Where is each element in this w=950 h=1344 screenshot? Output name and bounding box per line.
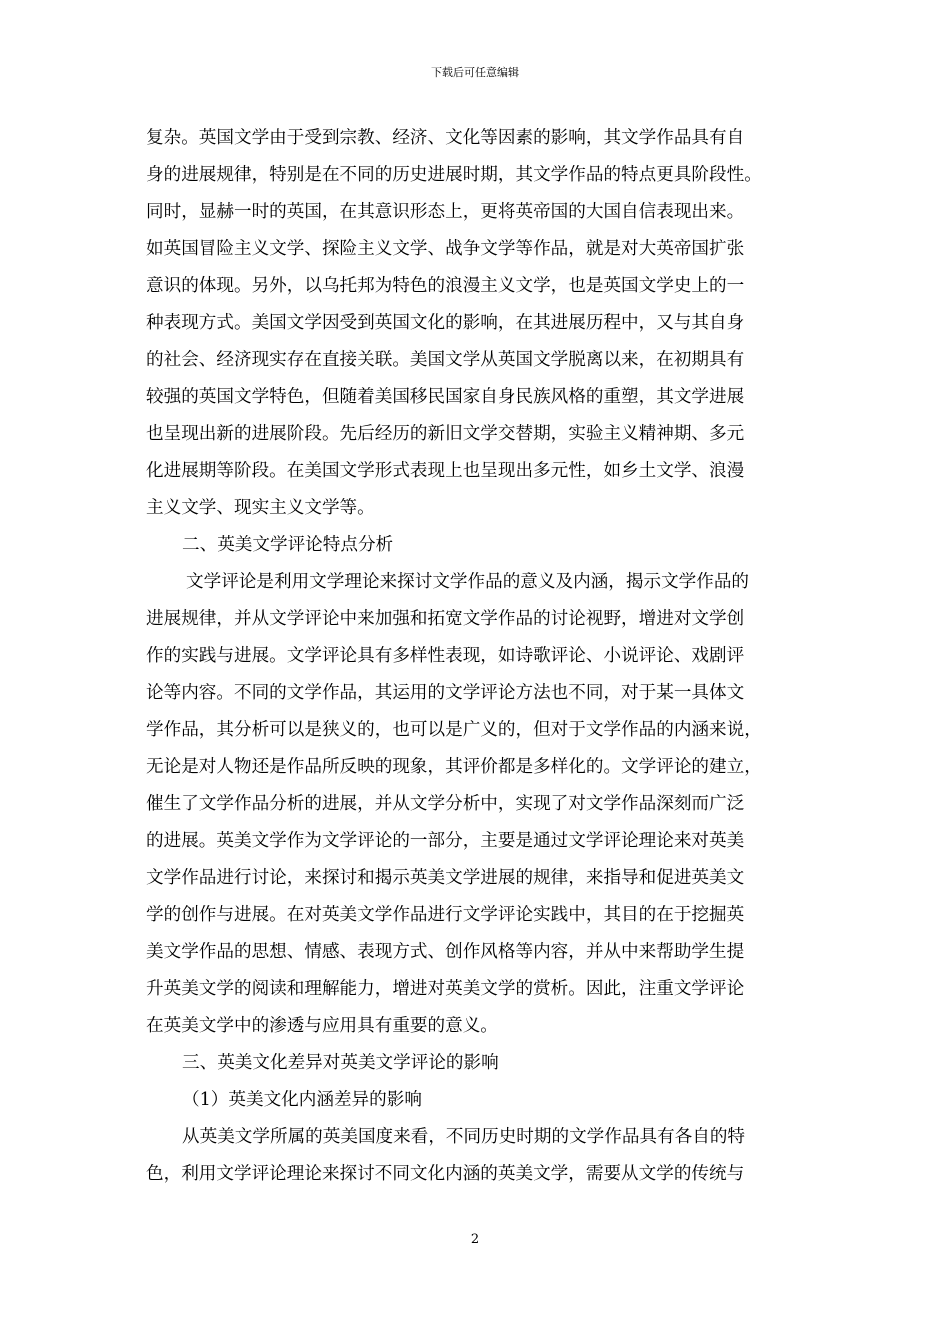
body-line: 复杂。英国文学由于受到宗教、经济、文化等因素的影响，其文学作品具有自 (146, 128, 745, 148)
body-line: 学的创作与进展。在对英美文学作品进行文学评论实践中，其目的在于挖掘英 (146, 905, 745, 925)
section-heading: 三、英美文化差异对英美文学评论的影响 (182, 1053, 499, 1073)
body-line: 主义文学、现实主义文学等。 (146, 498, 375, 518)
body-line: 学作品，其分析可以是狭义的，也可以是广义的，但对于文学作品的内涵来说， (146, 720, 762, 740)
body-line: 也呈现出新的进展阶段。先后经历的新旧文学交替期，实验主义精神期、多元 (146, 424, 745, 444)
body-line: 美文学作品的思想、情感、表现方式、创作风格等内容，并从中来帮助学生提 (146, 942, 745, 962)
body-line: 从英美文学所属的英美国度来看，不同历史时期的文学作品具有各自的特 (182, 1127, 746, 1147)
body-line: 作的实践与进展。文学评论具有多样性表现，如诗歌评论、小说评论、戏剧评 (146, 646, 745, 666)
body-line: 意识的体现。另外，以乌托邦为特色的浪漫主义文学，也是英国文学史上的一 (146, 276, 745, 296)
body-line: 较强的英国文学特色，但随着美国移民国家自身民族风格的重塑，其文学进展 (146, 387, 745, 407)
body-line: 的社会、经济现实存在直接关联。美国文学从英国文学脱离以来，在初期具有 (146, 350, 745, 370)
body-line: 进展规律，并从文学评论中来加强和拓宽文学作品的讨论视野，增进对文学创 (146, 609, 745, 629)
subsection-heading: （1）英美文化内涵差异的影响 (182, 1090, 422, 1110)
section-heading: 二、英美文学评论特点分析 (182, 535, 394, 555)
body-line: 论等内容。不同的文学作品，其运用的文学评论方法也不同，对于某一具体文 (146, 683, 745, 703)
body-line: 催生了文学作品分析的进展，并从文学分析中，实现了对文学作品深刻而广泛 (146, 794, 745, 814)
body-line: 化进展期等阶段。在美国文学形式表现上也呈现出多元性，如乡土文学、浪漫 (146, 461, 745, 481)
body-line: 在英美文学中的渗透与应用具有重要的意义。 (146, 1016, 498, 1036)
body-line: 文学作品进行讨论，来探讨和揭示英美文学进展的规律，来指导和促进英美文 (146, 868, 745, 888)
body-line: 的进展。英美文学作为文学评论的一部分，主要是通过文学评论理论来对英美 (146, 831, 745, 851)
body-line: 升英美文学的阅读和理解能力，增进对英美文学的赏析。因此，注重文学评论 (146, 979, 745, 999)
body-line: 文学评论是利用文学理论来探讨文学作品的意义及内涵，揭示文学作品的 (186, 572, 750, 592)
body-line: 色，利用文学评论理论来探讨不同文化内涵的英美文学，需要从文学的传统与 (146, 1164, 745, 1184)
page-header: 下载后可任意编辑 (431, 66, 519, 79)
body-line: 如英国冒险主义文学、探险主义文学、战争文学等作品，就是对大英帝国扩张 (146, 239, 745, 259)
page-number: 2 (470, 1232, 480, 1247)
body-line: 身的进展规律，特别是在不同的历史进展时期，其文学作品的特点更具阶段性。 (146, 165, 762, 185)
body-line: 种表现方式。美国文学因受到英国文化的影响，在其进展历程中，又与其自身 (146, 313, 745, 333)
body-line: 无论是对人物还是作品所反映的现象，其评价都是多样化的。文学评论的建立， (146, 757, 762, 777)
body-line: 同时，显赫一时的英国，在其意识形态上，更将英帝国的大国自信表现出来。 (146, 202, 745, 222)
document-body (146, 120, 810, 1193)
